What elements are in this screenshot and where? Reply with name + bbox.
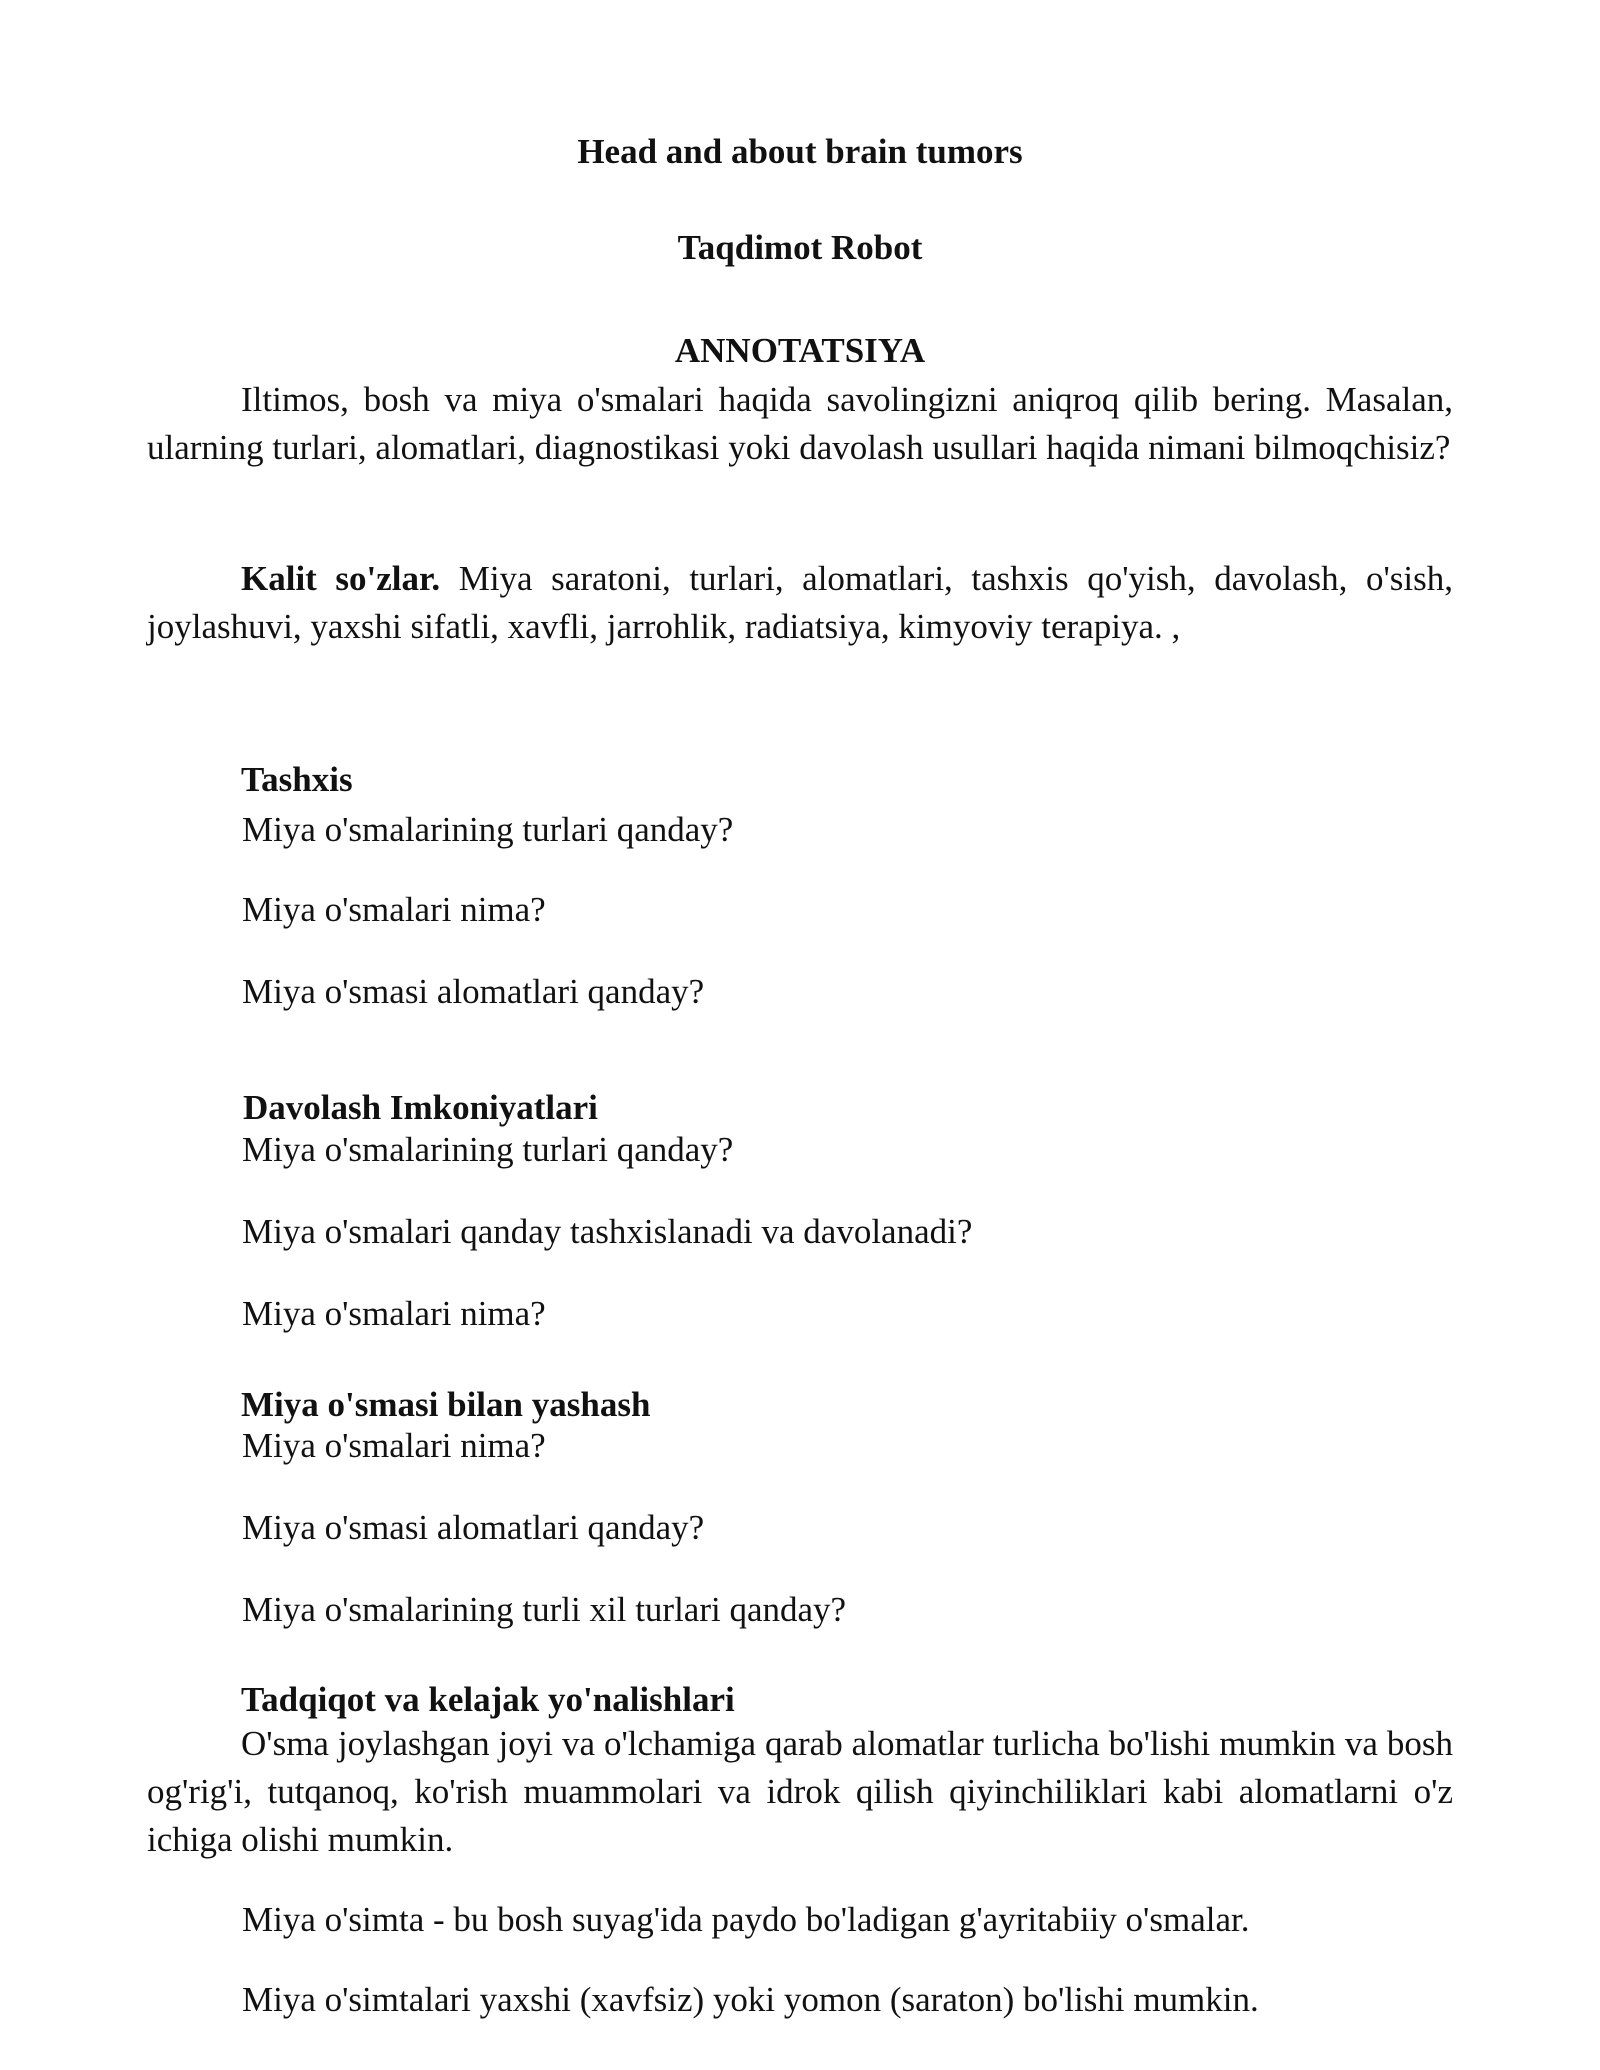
annotation-paragraph: Iltimos, bosh va miya o'smalari haqida savolingizni aniqroq qilib bering. Masalan, ularning turlari, alomatlari, diagnostikasi yoki davolash usullari haqida nimani bilmoqchisiz? [147,380,1453,467]
document-author: Taqdimot Robot [677,228,923,267]
section-line: Miya o'smalari qanday tashxislanadi va davolanadi? [242,1212,973,1251]
section-line: Miya o'smalari nima? [242,890,546,929]
document-title: Head and about brain tumors [577,132,1023,171]
keywords-label: Kalit so'zlar. [241,559,441,598]
section-line: Miya o'smasi alomatlari qanday? [242,972,705,1011]
section-heading-tashxis: Tashxis [241,760,353,799]
section-line: Miya o'smalari nima? [242,1294,546,1333]
annotation-heading: ANNOTATSIYA [674,331,926,370]
section-heading-tadqiqot: Tadqiqot va kelajak yo'nalishlari [241,1680,735,1719]
section-line: Miya o'smalari nima? [242,1426,546,1465]
keywords-text: Miya saratoni, turlari, alomatlari, tashxis qo'yish, davolash, o'sish, joylashuvi, yaxshi sifatli, xavfli, jarrohlik, radiatsiya, kimyoviy terapiya. , [147,559,1453,646]
section-paragraph: O'sma joylashgan joyi va o'lchamiga qarab alomatlar turlicha bo'lishi mumkin va bosh og'rig'i, tutqanoq, ko'rish muammolari va idrok qilish qiyinchiliklari kabi alomatlarni o'z ichiga olishi mumkin. [147,1724,1453,1859]
keywords-paragraph [147,555,1453,651]
section-line: Miya o'simtalari yaxshi (xavfsiz) yoki yomon (saraton) bo'lishi mumkin. [242,1980,1259,2019]
section-heading-yashash: Miya o'smasi bilan yashash [241,1385,651,1424]
section-line: Miya o'smalarining turlari qanday? [242,1130,734,1169]
section-line: Miya o'smalarining turli xil turlari qanday? [242,1590,847,1629]
section-line: Miya o'smalarining turlari qanday? [242,810,734,849]
section-line: Miya o'smasi alomatlari qanday? [242,1508,705,1547]
section-heading-davolash: Davolash Imkoniyatlari [243,1088,598,1127]
section-line: Miya o'simta - bu bosh suyag'ida paydo bo'ladigan g'ayritabiiy o'smalar. [242,1900,1250,1939]
